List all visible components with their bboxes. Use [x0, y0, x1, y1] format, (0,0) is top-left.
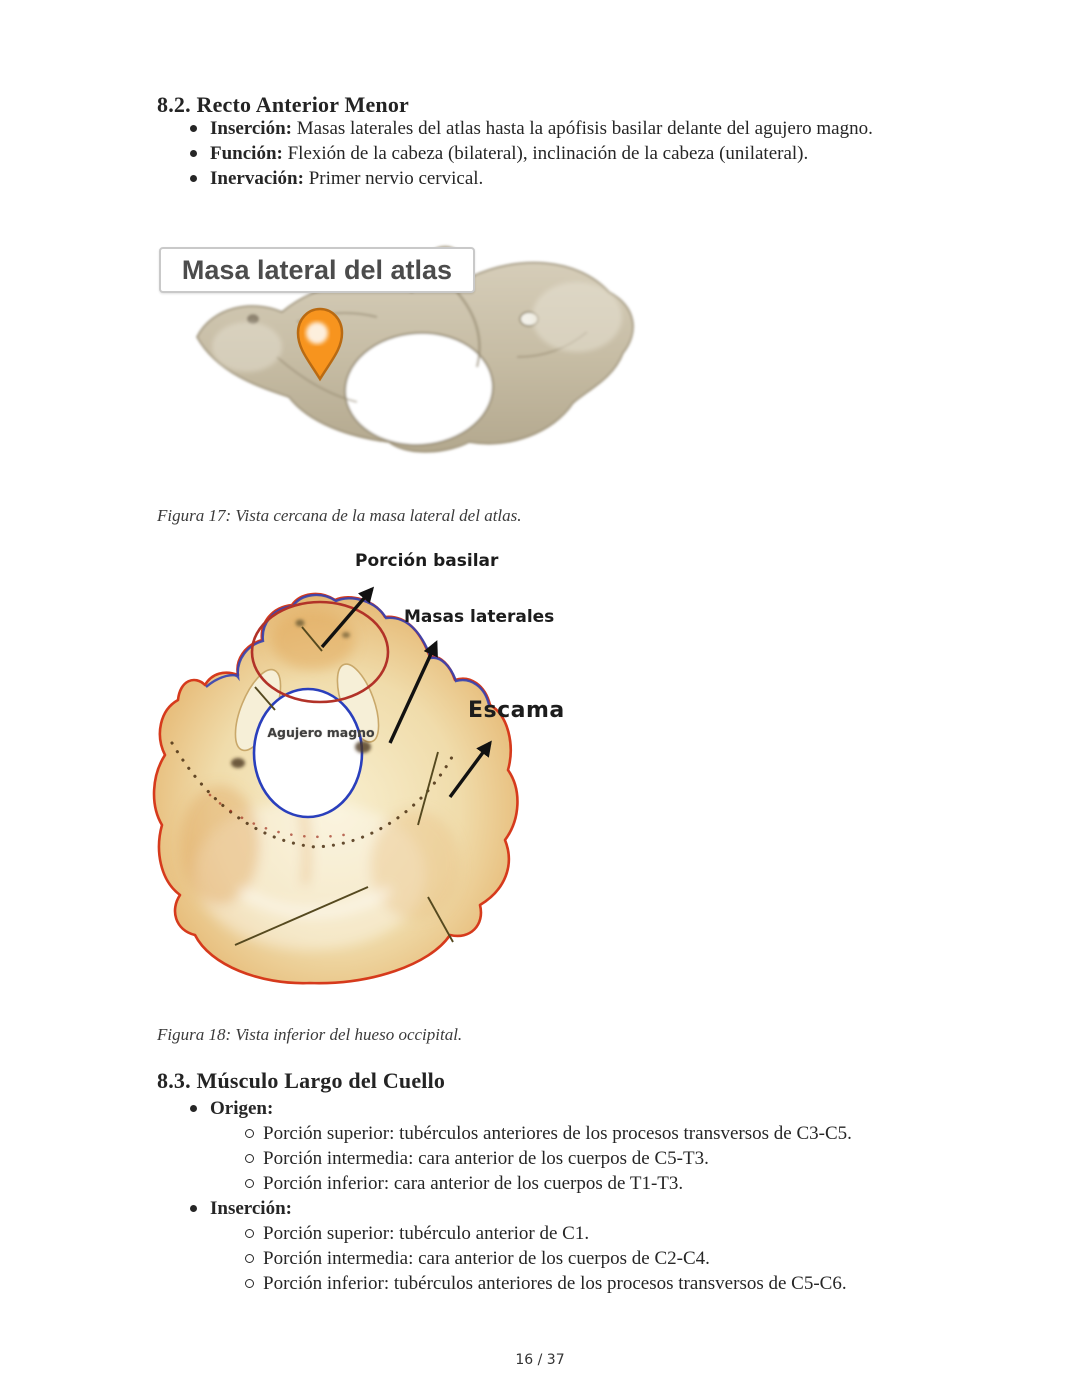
- label-masas-laterales: Masas laterales: [404, 607, 555, 627]
- label-porcion-basilar: Porción basilar: [355, 551, 499, 571]
- bullet-icon: [190, 1105, 197, 1112]
- bullet-text: Flexión de la cabeza (bilateral), inclinación de la cabeza (unilateral).: [282, 143, 809, 164]
- bullet-label: Inserción:: [210, 1198, 292, 1219]
- section-heading-83: 8.3. Músculo Largo del Cuello: [157, 1068, 446, 1093]
- foramen-magnum: [254, 689, 362, 817]
- list-item: [157, 166, 910, 191]
- figure-17-atlas-image: [157, 237, 640, 465]
- bullet-label: Origen:: [210, 1098, 274, 1119]
- figure-18-caption: Figura 18: Vista inferior del hueso occipital.: [157, 1025, 463, 1044]
- section-83-list: [157, 1096, 977, 1296]
- section-82-bullet-list: [157, 116, 917, 191]
- bullet-icon: [190, 125, 197, 132]
- section-heading-82: 8.2. Recto Anterior Menor: [157, 92, 410, 117]
- bullet-icon: [190, 150, 197, 157]
- atlas-callout-label: Masa lateral del atlas: [159, 247, 475, 293]
- circle-bullet-icon: [245, 1129, 254, 1138]
- subitem-text: Porción inferior: cara anterior de los cuerpos de T1-T3.: [263, 1173, 684, 1194]
- list-subitem: [157, 1246, 977, 1271]
- subitem-text: Porción inferior: tubérculos anteriores de los procesos transversos de C5-C6.: [263, 1273, 847, 1294]
- bullet-icon: [190, 175, 197, 182]
- figure-18-occipital-image: [150, 545, 580, 990]
- bullet-label: Inervación:: [210, 168, 304, 189]
- list-item: [157, 1196, 977, 1221]
- list-item: [157, 116, 910, 141]
- circle-bullet-icon: [245, 1279, 254, 1288]
- subitem-text: Porción intermedia: cara anterior de los cuerpos de C2-C4.: [263, 1248, 710, 1269]
- list-item: [157, 141, 910, 166]
- circle-bullet-icon: [245, 1154, 254, 1163]
- list-subitem: [157, 1146, 977, 1171]
- subitem-text: Porción superior: tubérculos anteriores de los procesos transversos de C3-C5.: [263, 1123, 852, 1144]
- circle-bullet-icon: [245, 1179, 254, 1188]
- list-subitem: [157, 1121, 977, 1146]
- bullet-icon: [190, 1205, 197, 1212]
- list-subitem: [157, 1171, 977, 1196]
- bullet-text: Masas laterales del atlas hasta la apófisis basilar delante del agujero magno.: [291, 118, 873, 139]
- figure-17-caption: Figura 17: Vista cercana de la masa lateral del atlas.: [157, 506, 522, 525]
- label-agujero-magno: Agujero magno: [267, 725, 375, 740]
- page-number: 16 / 37: [515, 1352, 565, 1368]
- bullet-label: Inserción:: [210, 118, 292, 139]
- list-subitem: [157, 1221, 977, 1246]
- bullet-text: Primer nervio cervical.: [303, 168, 484, 189]
- list-item: [157, 1096, 977, 1121]
- circle-bullet-icon: [245, 1254, 254, 1263]
- label-escama: Escama: [468, 698, 565, 723]
- circle-bullet-icon: [245, 1229, 254, 1238]
- bullet-label: Función:: [210, 143, 283, 164]
- subitem-text: Porción intermedia: cara anterior de los cuerpos de C5-T3.: [263, 1148, 709, 1169]
- subitem-text: Porción superior: tubérculo anterior de C1.: [263, 1223, 590, 1244]
- list-subitem: [157, 1271, 977, 1296]
